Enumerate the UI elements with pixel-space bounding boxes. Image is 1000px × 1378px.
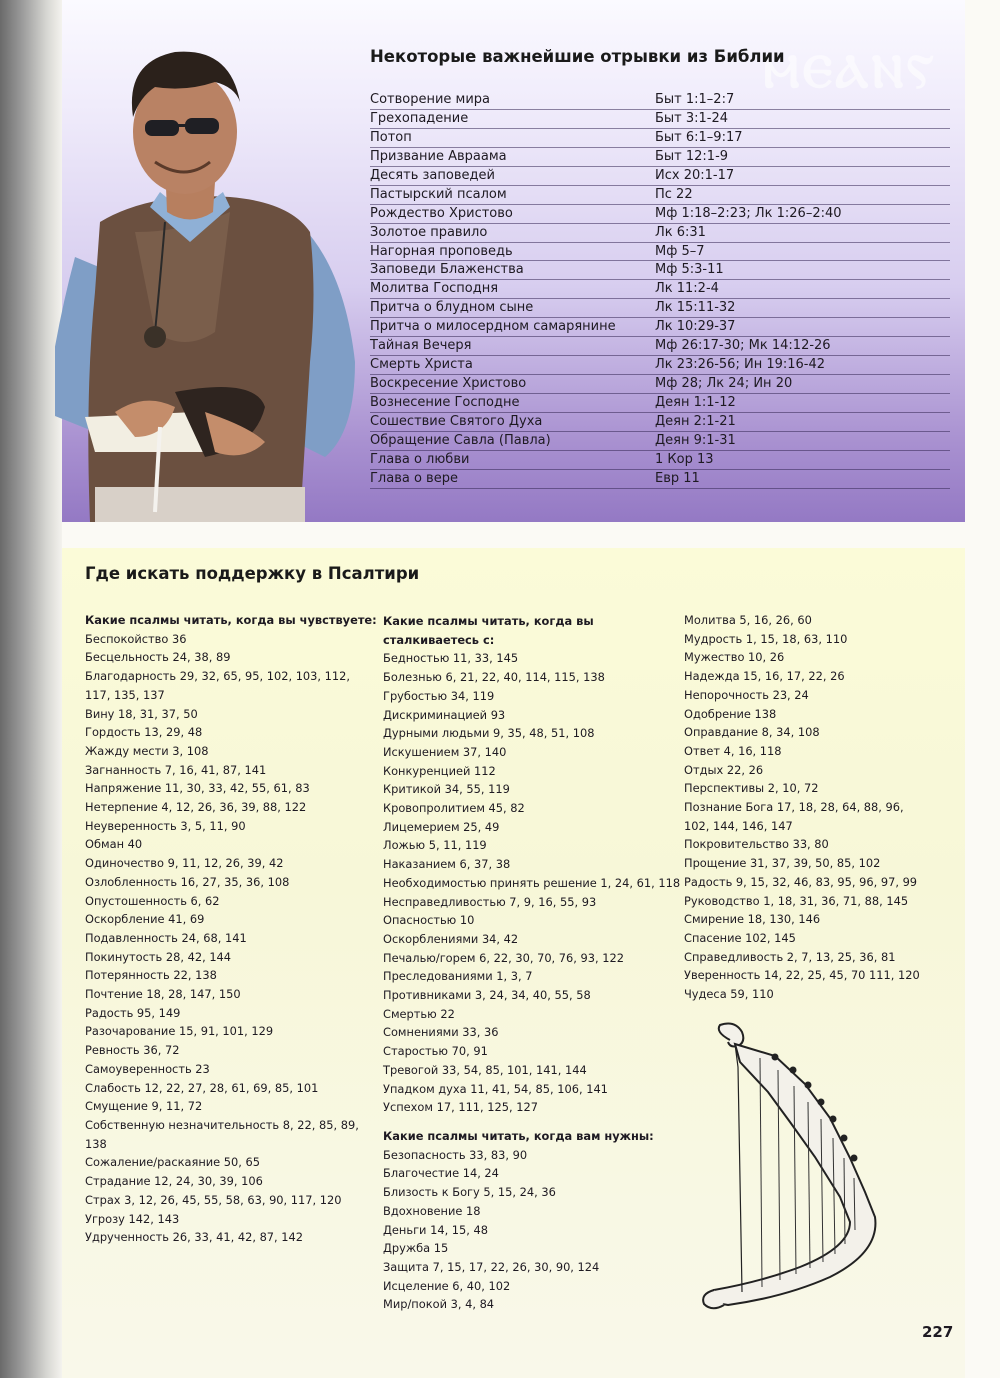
psalm-entry-feel: Нетерпение 4, 12, 26, 36, 39, 88, 122 [85,800,307,815]
verse-row [370,470,950,489]
verse-row [370,451,950,470]
psalm-entry-need: Деньги 14, 15, 48 [383,1222,489,1237]
psalm-entry-face: Опасностью 10 [383,913,475,928]
psalm-entry-face: Тревогой 33, 54, 85, 101, 141, 144 [383,1062,587,1077]
psalm-entry-more: Ответ 4, 16, 118 [684,743,782,758]
psalm-entry-feel: Самоуверенность 23 [85,1061,210,1076]
psalm-entry-feel: Напряжение 11, 30, 33, 42, 55, 61, 83 [85,781,310,796]
verse-reference: Пс 22 [655,186,693,202]
psalm-entry-face: Бедностью 11, 33, 145 [383,651,519,666]
psalm-entry-face: Искушением 37, 140 [383,744,507,759]
verse-topic: Тайная Вечеря [370,338,472,354]
verse-topic: Вознесение Господне [370,395,520,410]
psalm-entry-feel: Удрученность 26, 33, 41, 42, 87, 142 [85,1230,304,1245]
psalm-entry-feel: 117, 135, 137 [85,687,165,702]
psalm-entry-feel: Радость 95, 149 [85,1005,181,1020]
psalm-entry-feel: Ревность 36, 72 [85,1043,180,1058]
verse-row [370,167,950,186]
psalm-entry-more: Надежда 15, 16, 17, 22, 26 [684,669,845,684]
psalm-entry-face: Старостью 70, 91 [383,1044,488,1059]
psalm-entry-feel: Сожаление/раскаяние 50, 65 [85,1155,261,1170]
verse-topic: Потоп [370,129,412,145]
psalm-entry-face: Дискриминацией 93 [383,707,506,722]
column-heading-need: Какие псалмы читать, когда вам нужны: [383,1128,654,1143]
verse-reference: Мф 5:3-11 [655,262,724,278]
verse-row [370,394,950,413]
verse-row [370,280,950,299]
psalm-entry-more: Радость 9, 15, 32, 46, 83, 95, 96, 97, 99 [684,874,918,889]
psalm-entry-feel: Жажду мести 3, 108 [85,743,209,758]
verse-reference: Исх 20:1-17 [655,167,735,183]
psalm-entry-more: Смирение 18, 130, 146 [684,912,821,927]
verse-reference: Быт 12:1-9 [655,148,729,164]
psalm-entry-feel: Покинутость 28, 42, 144 [85,949,232,964]
psalm-entry-more: Уверенность 14, 22, 25, 45, 70 111, 120 [684,968,920,983]
verse-topic: Грехопадение [370,110,469,126]
psalm-entry-feel: Смущение 9, 11, 72 [85,1099,203,1114]
more-list [684,611,920,1004]
verse-topic: Притча о милосердном самарянине [370,319,616,335]
psalm-entry-feel: Одиночество 9, 11, 12, 26, 39, 42 [85,856,284,871]
verse-row [370,432,950,451]
psalm-entry-feel: Вину 18, 31, 37, 50 [85,706,198,721]
verse-topic: Смерть Христа [370,357,473,373]
psalter-column-more [684,611,920,1004]
verse-topic: Воскресение Христово [370,376,527,392]
verse-reference: Мф 1:18–2:23; Лк 1:26–2:40 [655,205,842,221]
verse-row [370,148,950,167]
psalm-entry-face: Кровопролитием 45, 82 [383,801,525,816]
verse-row [370,261,950,280]
psalm-entry-face: Критикой 34, 55, 119 [383,782,510,797]
psalm-entry-more: Перспективы 2, 10, 72 [684,781,819,796]
need-list [383,1146,680,1314]
psalm-entry-face: Смертью 22 [383,1006,455,1021]
psalm-entry-face: Несправедливостью 7, 9, 16, 55, 93 [383,894,597,909]
verse-topic: Заповеди Блаженства [370,262,524,278]
verse-reference: Деян 9:1-31 [655,432,736,448]
psalm-entry-face: Болезнью 6, 21, 22, 40, 114, 115, 138 [383,670,605,685]
psalm-entry-feel: Почтение 18, 28, 147, 150 [85,987,241,1002]
psalm-entry-face: Оскорблениями 34, 42 [383,931,519,946]
psalm-entry-more: Оправдание 8, 34, 108 [684,725,820,740]
verse-topic: Глава о вере [370,470,458,486]
psalm-entry-more: Одобрение 138 [684,706,777,721]
verse-reference: Мф 5–7 [655,243,705,259]
psalm-entry-face: Упадком духа 11, 41, 54, 85, 106, 141 [383,1081,608,1096]
column-heading-feel: Какие псалмы читать, когда вы чувствуете: [85,613,377,627]
psalm-entry-more: Отдых 22, 26 [684,762,764,777]
psalm-entry-feel: Страх 3, 12, 26, 45, 55, 58, 63, 90, 117, 120 [85,1192,342,1207]
psalm-entry-more: Мужество 10, 26 [684,650,785,665]
verse-topic: Золотое правило [370,224,488,240]
psalm-entry-need: Благочестие 14, 24 [383,1166,499,1181]
psalm-entry-face: Лицемерием 25, 49 [383,819,500,834]
verse-reference: 1 Кор 13 [655,451,714,467]
psalm-entry-face: Ложью 5, 11, 119 [383,838,487,853]
verse-topic: Глава о любви [370,451,470,467]
verse-row [370,413,950,432]
verse-row [370,186,950,205]
verse-topic: Пастырский псалом [370,186,507,202]
psalm-entry-feel: Собственную незначительность 8, 22, 85, 89, [85,1117,359,1132]
man-reading-bible-photo [55,32,375,522]
psalm-entry-more: 102, 144, 146, 147 [684,818,793,833]
verse-row [370,129,950,148]
verses-table [370,91,950,489]
verse-row [370,205,950,224]
verse-row [370,318,950,337]
verse-topic: Призвание Авраама [370,148,507,164]
verse-row [370,91,950,110]
verse-reference: Лк 23:26-56; Ин 19:16-42 [655,357,826,373]
verse-row [370,224,950,243]
verses-section-title: Некоторые важнейшие отрывки из Библии [370,47,785,66]
psalm-entry-feel: Угрозу 142, 143 [85,1211,180,1226]
psalm-entry-need: Вдохновение 18 [383,1203,481,1218]
verse-topic: Обращение Савла (Павла) [370,432,551,448]
verse-topic: Рождество Христово [370,205,513,221]
psalter-column-face [383,612,680,1314]
psalm-entry-more: Справедливость 2, 7, 13, 25, 36, 81 [684,949,896,964]
psalter-column-feel [85,611,377,1247]
verse-reference: Быт 1:1–2:7 [655,92,735,107]
verse-topic: Нагорная проповедь [370,243,513,259]
verse-row [370,375,950,394]
psalm-entry-need: Дружба 15 [383,1241,449,1256]
verse-row [370,337,950,356]
psalm-entry-feel: Озлобленность 16, 27, 35, 36, 108 [85,874,290,889]
psalm-entry-more: Чудеса 59, 110 [684,987,774,1002]
psalm-entry-face: Грубостью 34, 119 [383,688,495,703]
psalm-entry-face: Дурными людьми 9, 35, 48, 51, 108 [383,726,595,741]
verse-reference: Лк 11:2-4 [655,281,719,297]
harp-illustration [690,1022,916,1312]
psalm-entry-more: Мудрость 1, 15, 18, 63, 110 [684,631,848,646]
column-heading-face-line-2: сталкиваетесь с: [383,632,495,647]
verse-reference: Быт 6:1–9:17 [655,129,743,145]
verse-reference: Мф 28; Лк 24; Ин 20 [655,376,793,392]
face-list [383,649,680,1117]
verse-reference: Деян 2:1-21 [655,413,736,429]
verse-topic: Сошествие Святого Духа [370,413,543,429]
verse-row [370,356,950,375]
psalm-entry-more: Непорочность 23, 24 [684,687,809,702]
psalm-entry-more: Руководство 1, 18, 31, 36, 71, 88, 145 [684,893,909,908]
verse-reference: Быт 3:1-24 [655,110,729,126]
verse-reference: Мф 26:17-30; Мк 14:12-26 [655,338,831,354]
psalm-entry-feel: Подавленность 24, 68, 141 [85,930,247,945]
psalm-entry-face: Преследованиями 1, 3, 7 [383,969,533,984]
psalm-entry-feel: Бесцельность 24, 38, 89 [85,650,231,665]
psalm-entry-face: Печалью/горем 6, 22, 30, 70, 76, 93, 122 [383,950,625,965]
psalm-entry-need: Защита 7, 15, 17, 22, 26, 30, 90, 124 [383,1259,600,1274]
psalm-entry-feel: Благодарность 29, 32, 65, 95, 102, 103, 112, [85,669,351,684]
verse-topic: Десять заповедей [370,167,495,183]
psalm-entry-feel: Обман 40 [85,837,143,852]
book-gutter-shadow [0,0,62,1378]
psalm-entry-more: Спасение 102, 145 [684,930,796,945]
psalm-entry-need: Безопасность 33, 83, 90 [383,1147,528,1162]
psalm-entry-feel: Слабость 12, 22, 27, 28, 61, 69, 85, 101 [85,1080,319,1095]
psalm-entry-face: Конкуренцией 112 [383,763,496,778]
page-number: 227 [922,1323,954,1341]
verse-reference: Деян 1:1-12 [655,395,736,410]
verse-reference: Лк 15:11-32 [655,300,736,316]
psalm-entry-more: Познание Бога 17, 18, 28, 64, 88, 96, [684,800,904,815]
psalm-entry-face: Наказанием 6, 37, 38 [383,857,511,872]
psalm-entry-feel: Опустошенность 6, 62 [85,893,220,908]
psalm-entry-feel: Загнанность 7, 16, 41, 87, 141 [85,762,267,777]
verse-topic: Молитва Господня [370,281,499,297]
psalm-entry-feel: Потерянность 22, 138 [85,968,217,983]
psalm-entry-feel: Страдание 12, 24, 30, 39, 106 [85,1174,263,1189]
verse-reference: Лк 10:29-37 [655,319,736,335]
psalm-entry-feel: Беспокойство 36 [85,631,187,646]
psalm-entry-face: Успехом 17, 111, 125, 127 [383,1100,539,1115]
psalter-section-title: Где искать поддержку в Псалтири [85,564,420,583]
psalm-entry-face: Сомнениями 33, 36 [383,1025,499,1040]
psalm-entry-feel: Разочарование 15, 91, 101, 129 [85,1024,274,1039]
psalm-entry-face: Противниками 3, 24, 34, 40, 55, 58 [383,988,591,1003]
psalm-entry-need: Мир/покой 3, 4, 84 [383,1297,495,1312]
watermark-text-decoration: ⲘⲈⲀⲚⲊ [762,44,937,98]
verse-topic: Сотворение мира [370,92,491,107]
psalm-entry-more: Прощение 31, 37, 39, 50, 85, 102 [684,856,881,871]
psalm-entry-face: Необходимостью принять решение 1, 24, 61, 118 [383,875,681,890]
verse-row [370,243,950,262]
psalm-entry-more: Молитва 5, 16, 26, 60 [684,613,812,627]
column-heading-face-line-1: Какие псалмы читать, когда вы [383,614,594,628]
psalm-entry-more: Покровительство 33, 80 [684,837,829,852]
psalm-entry-need: Исцеление 6, 40, 102 [383,1278,511,1293]
psalm-entry-feel: Неуверенность 3, 5, 11, 90 [85,818,246,833]
psalm-entry-feel: Оскорбление 41, 69 [85,912,205,927]
psalm-entry-feel: Гордость 13, 29, 48 [85,725,203,740]
verse-row [370,299,950,318]
feel-list [85,630,377,1247]
verse-row [370,110,950,129]
verse-reference: Евр 11 [655,470,700,486]
verse-reference: Лк 6:31 [655,224,706,240]
psalm-entry-feel: 138 [85,1136,107,1151]
verse-topic: Притча о блудном сыне [370,300,534,316]
psalm-entry-need: Близость к Богу 5, 15, 24, 36 [383,1185,556,1200]
